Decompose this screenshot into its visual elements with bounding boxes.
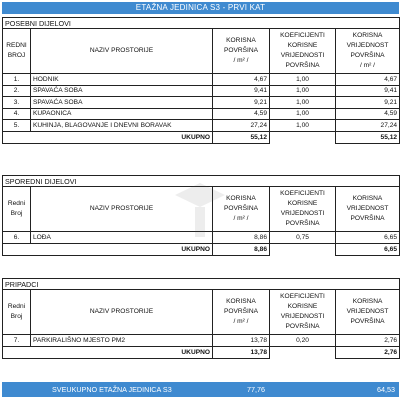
header-vrijednost: KORISNA VRIJEDNOST POVRŠINA [336, 290, 400, 335]
header-redni-broj: Redni Broj [3, 290, 31, 335]
summary-label: SVEUKUPNO ETAŽNA JEDINICA S3 [52, 385, 172, 394]
table-row: 1. HODNIK 4,67 1,00 4,67 [3, 74, 400, 86]
table-row: 5. KUHINJA, BLAGOVANJE I DNEVNI BORAVAK 27,24 1,00 27,24 [3, 120, 400, 132]
total-value: 55,12 [336, 131, 400, 143]
section-title-sporedni: SPOREDNI DIJELOVI [3, 176, 400, 187]
table-row: 3. SPAVAĆA SOBA 9,21 1,00 9,21 [3, 97, 400, 109]
total-row-pripadci [3, 346, 400, 358]
total-value: 2,76 [336, 346, 400, 358]
summary-value: 64,53 [377, 385, 395, 394]
table-row: 7. PARKIRALIŠNO MJESTO PM2 13,78 0,20 2,76 [3, 335, 400, 347]
header-koeficijent: KOEFICIJENTI KORISNE VRIJEDNOSTI POVRŠINA [270, 29, 336, 74]
header-redni-broj: Redni Broj [3, 187, 31, 232]
header-naziv: NAZIV PROSTORIJE [31, 29, 213, 74]
header-korisna: KORISNA POVRŠINA / m² / [213, 290, 270, 335]
table-row: 6. LOĐA 8,86 0,75 6,65 [3, 232, 400, 244]
header-korisna: KORISNA POVRŠINA / m² / [213, 29, 270, 74]
page-title: ETAŽNA JEDINICA S3 - PRVI KAT [2, 2, 399, 14]
total-row-sporedni [3, 243, 400, 255]
total-label: UKUPNO [3, 243, 213, 255]
table-row: 4. KUPAONICA 4,59 1,00 4,59 [3, 108, 400, 120]
header-koeficijent: KOEFICIJENTI KORISNE VRIJEDNOSTI POVRŠINA [270, 290, 336, 335]
total-row-posebni [3, 131, 400, 143]
table-row: 2. SPAVAĆA SOBA 9,41 1,00 9,41 [3, 85, 400, 97]
table-pripadci [2, 278, 400, 359]
header-naziv: NAZIV PROSTORIJE [31, 187, 213, 232]
total-label: UKUPNO [3, 346, 213, 358]
header-korisna: KORISNA POVRŠINA / m² / [213, 187, 270, 232]
header-koeficijent: KOEFICIJENTI KORISNE VRIJEDNOSTI POVRŠINA [270, 187, 336, 232]
section-title-posebni: POSEBNI DIJELOVI [3, 18, 400, 29]
summary-bar [2, 382, 399, 397]
header-vrijednost: KORISNA VRIJEDNOST POVRŠINA / m² / [336, 29, 400, 74]
total-area: 13,78 [213, 346, 270, 358]
total-value: 6,65 [336, 243, 400, 255]
total-area: 55,12 [213, 131, 270, 143]
summary-area: 77,76 [247, 385, 265, 394]
header-vrijednost: KORISNA VRIJEDNOST POVRŠINA [336, 187, 400, 232]
header-naziv: NAZIV PROSTORIJE [31, 290, 213, 335]
table-posebni [2, 17, 400, 144]
table-sporedni [2, 175, 400, 256]
total-label: UKUPNO [3, 131, 213, 143]
total-area: 8,86 [213, 243, 270, 255]
header-redni-broj: REDNI BROJ [3, 29, 31, 74]
section-title-pripadci: PRIPADCI [3, 279, 400, 290]
